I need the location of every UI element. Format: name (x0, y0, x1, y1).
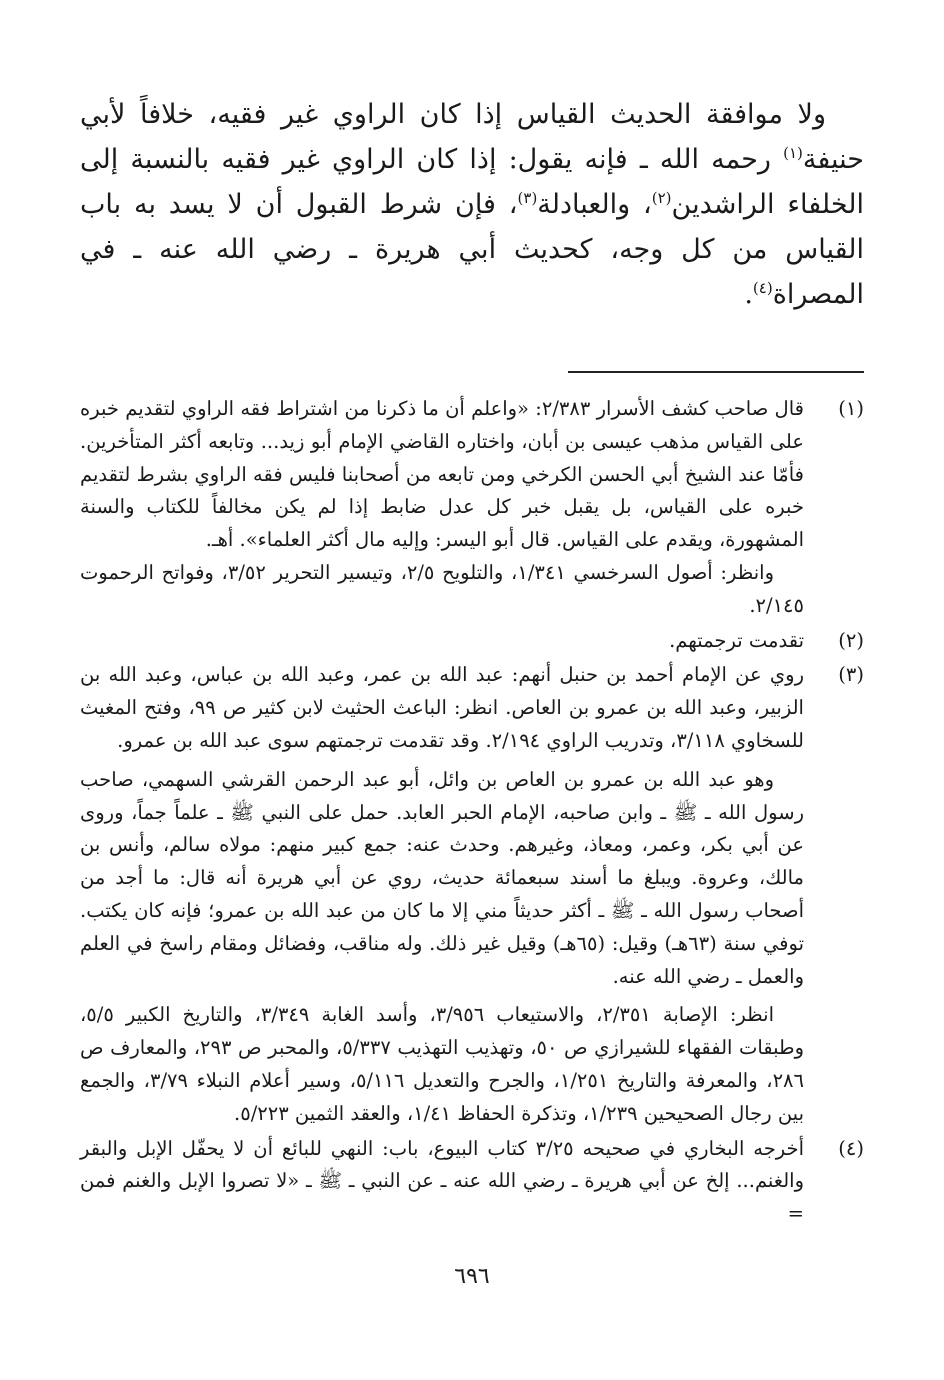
footnote-ref: (٤) (752, 279, 773, 297)
main-paragraph: ولا موافقة الحديث القياس إذا كان الراوي غير فقيه، خلافاً لأبي حنيفة$^{(١)}$ رحمه الله ـ فإنه يقول: إذا كان الراوي غير فقيه بالنسبة إلى الخلفاء الراشدين$^{(٢)}$، والعبادلة$^{(٣)}$، فإن شرط القبول أن لا يسد به باب القياس من كل وجه، كحديث أبي هريرة ـ رضي الله عنه ـ في المصراة$^{(٤)}$. (80, 99, 865, 310)
footnotes (80, 393, 864, 1231)
footnote-2 (80, 625, 864, 658)
footnote-number: (٤) (838, 1136, 864, 1160)
footnote-1 (80, 393, 864, 623)
footnote-separator (568, 371, 864, 373)
footnote-paragraph: قال صاحب كشف الأسرار ٢/٣٨٣: «واعلم أن ما ذكرنا من اشتراط فقه الراوي لتقديم خبره على القياس مذهب عيسى بن أبان، واختاره القاضي الإمام أبو زيد... وتابعه أكثر المتأخرين. فأمّا عند الشيخ أبي الحسن الكرخي ومن تابعه من أصحابنا فليس فقه الراوي بشرط لتقديم خبره على القياس، بل يقبل خبر كل عدل ضابط إذا لم يكن مخالفاً للكتاب والسنة المشهورة، ويقدم على القياس. قال أبو اليسر: وإليه مال أكثر العلماء». أهـ. (80, 397, 804, 552)
footnote-ref: (٢) (651, 189, 672, 207)
footnote-ref: (١) (783, 144, 803, 162)
footnote-3 (80, 659, 864, 1130)
footnote-paragraph: تقدمت ترجمتهم. (669, 628, 804, 652)
footnote-paragraph: وانظر: أصول السرخسي ١/٣٤١، والتلويح ٢/٥، وتيسير التحرير ٣/٥٢، وفواتح الرحموت ٢/١٤٥. (80, 560, 804, 617)
footnote-number: (١) (838, 397, 864, 420)
footnote-4 (80, 1133, 864, 1231)
main-text (80, 92, 864, 317)
footnote-ref: (٣) (517, 189, 538, 207)
footnote-paragraph: أخرجه البخاري في صحيحه ٣/٢٥ كتاب البيوع، باب: النهي للبائع أن لا يحفّل الإبل والبقر والغنم... إلخ عن أبي هريرة ـ رضي الله عنه ـ عن النبي ـ ﷺ ـ «لا تصروا الإبل والغنم فمن = (80, 1136, 804, 1226)
footnote-paragraph: وهو عبد الله بن عمرو بن العاص بن وائل، أبو عبد الرحمن القرشي السهمي، صاحب رسول الله ـ ﷺ ـ وابن صاحبه، الإمام الحبر العابد. حمل على النبي ﷺ ـ علماً جماً، وروى عن أبي بكر، وعمر، ومعاذ، وغيرهم. وحدث عنه: جمع كبير منهم: مولاه سالم، وأنس بن مالك، وعروة. ويبلغ ما أسند سبعمائة حديث، روي عن أبي هريرة أنه قال: ما أجد من أصحاب رسول الله ـ ﷺ ـ أكثر حديثاً مني إلا ما كان من عبد الله بن عمرو؛ فإنه كان يكتب. توفي سنة (٦٣هـ) وقيل: (٦٥هـ) وقيل غير ذلك. وله مناقب، وفضائل ومقام راسخ في العلم والعمل ـ رضي الله عنه. (80, 767, 804, 988)
footnote-number: (٣) (838, 663, 864, 687)
footnote-paragraph: روي عن الإمام أحمد بن حنبل أنهم: عبد الله بن عمر، وعبد الله بن عباس، وعبد الله بن الزبير، وعبد الله بن عمرو بن العاص. انظر: الباعث الحثيث لابن كثير ص ٩٩، وفتح المغيث للسخاوي ٣/١١٨، وتدريب الراوي ٢/١٩٤. وقد تقدمت ترجمتهم سوى عبد الله بن عمرو. (80, 663, 804, 752)
page-number: ٦٩٦ (454, 1264, 490, 1289)
footnote-paragraph: انظر: الإصابة ٢/٣٥١، والاستيعاب ٣/٩٥٦، وأسد الغابة ٣/٣٤٩، والتاريخ الكبير ٥/٥، وطبقات الفقهاء للشيرازي ص ٥٠، وتهذيب التهذيب ٥/٣٣٧، والمحبر ص ٢٩٣، والمعارف ص ٢٨٦، والمعرفة والتاريخ ١/٢٥١، والجرح والتعديل ٥/١١٦، وسير أعلام النبلاء ٣/٧٩، والجمع بين رجال الصحيحين ١/٢٣٩، وتذكرة الحفاظ ١/٤١، والعقد الثمين ٥/٢٢٣. (80, 1003, 804, 1125)
footnote-number: (٢) (838, 628, 864, 652)
